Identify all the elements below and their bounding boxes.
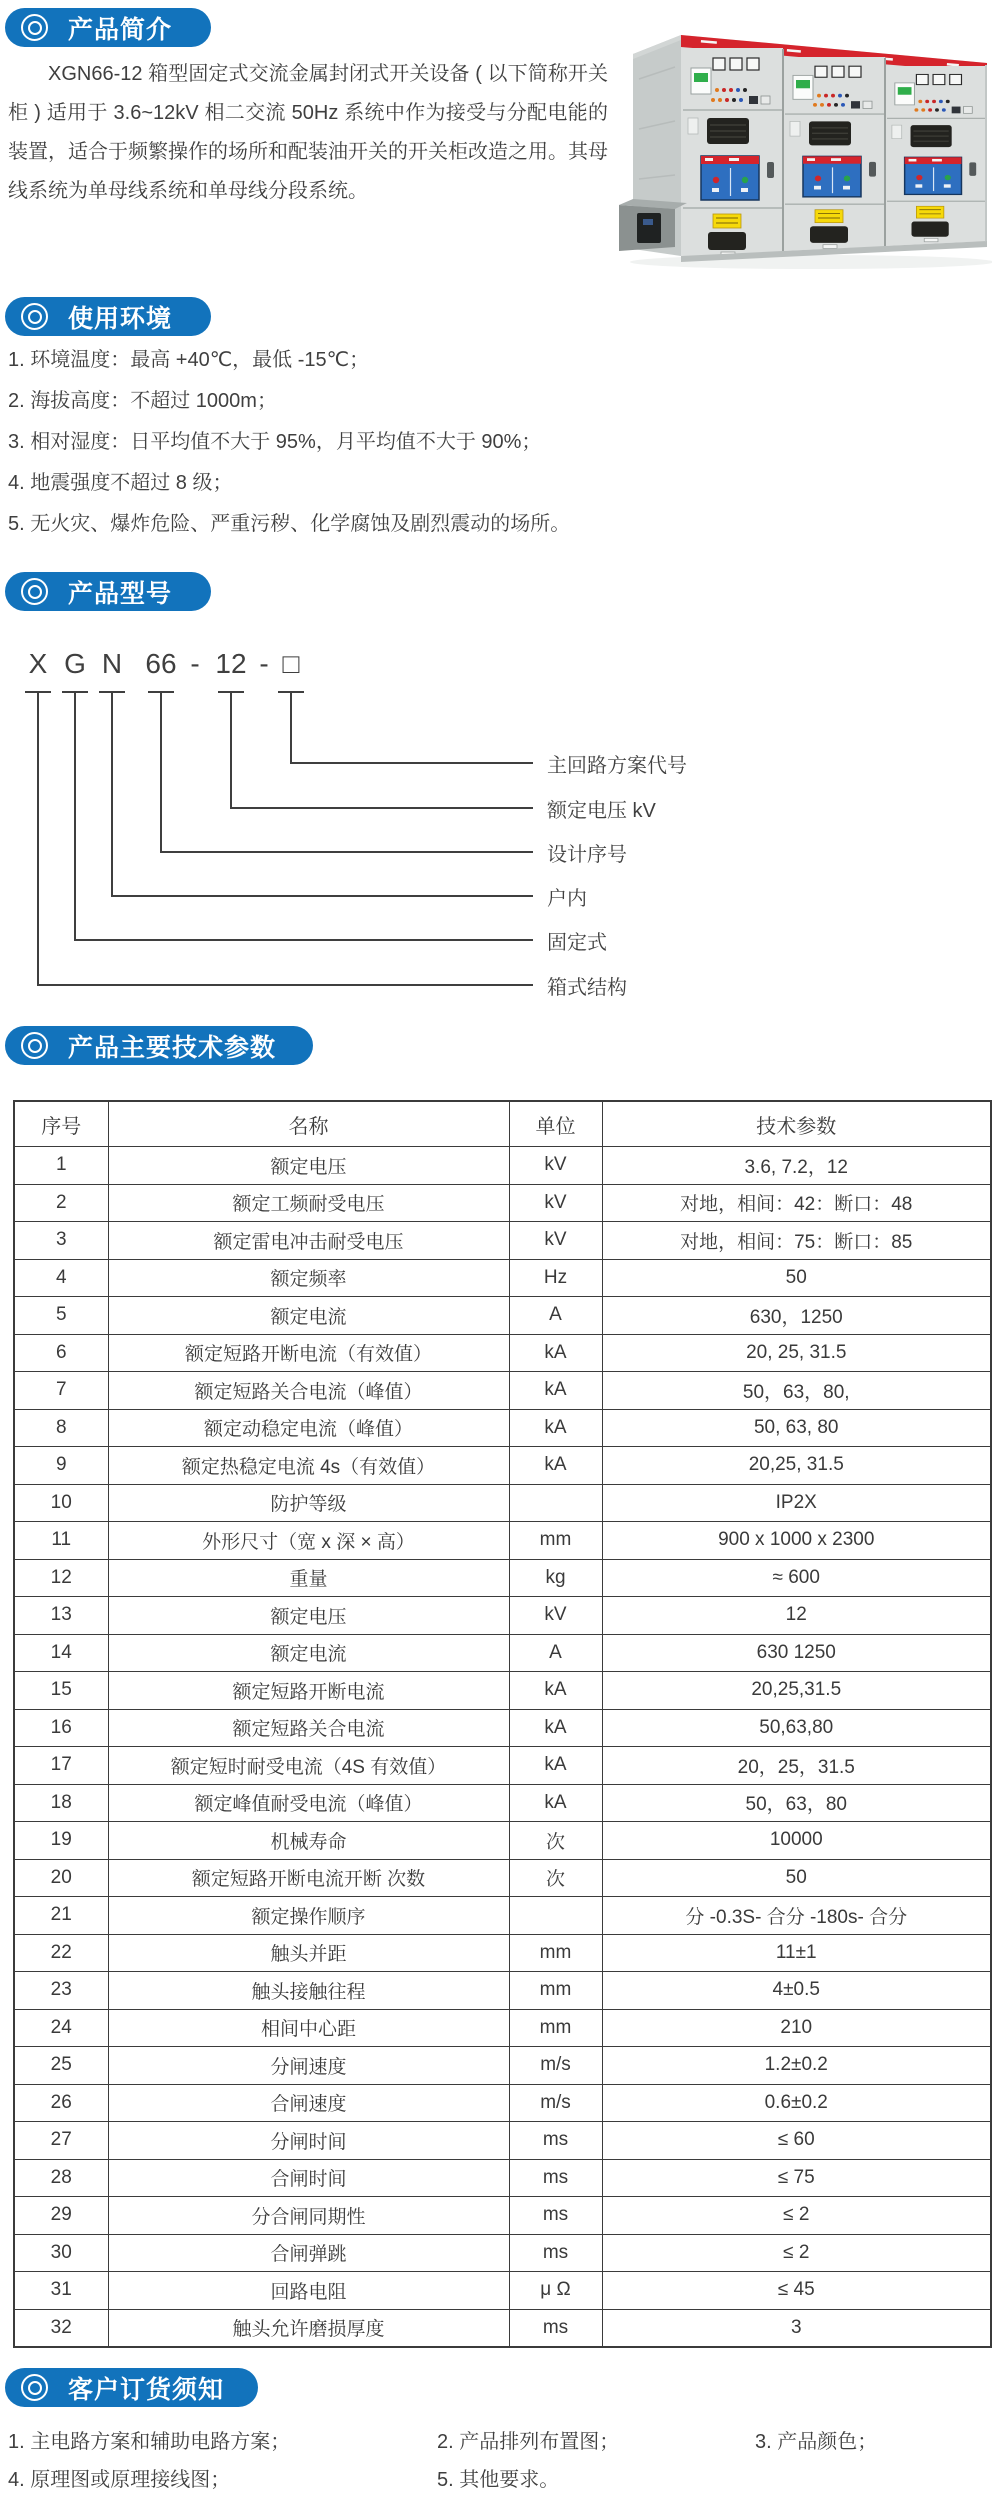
table-cell: 1 [14,1147,108,1185]
table-cell: 重量 [108,1559,509,1597]
model-token: 66 [145,648,177,679]
table-cell: 21 [14,1897,108,1935]
table-cell: 20, 25, 31.5 [602,1334,991,1372]
table-cell: A [509,1297,602,1335]
table-row [14,1934,991,1972]
environment-item: 4. 地震强度不超过 8 级； [8,472,233,494]
table-cell: 19 [14,1822,108,1860]
table-cell: 50 [602,1859,991,1897]
table-cell: Hz [509,1259,602,1297]
table-cell: 26 [14,2084,108,2122]
table-cell: kg [509,1559,602,1597]
table-row [14,1784,991,1822]
double-ring-icon [21,1032,48,1059]
table-cell: 额定频率 [108,1259,509,1297]
table-cell: 7 [14,1372,108,1410]
table-cell: 900 x 1000 x 2300 [602,1522,991,1560]
table-row [14,2234,991,2272]
table-row [14,1147,991,1185]
double-ring-icon [21,14,48,41]
table-cell: 分闸速度 [108,2047,509,2085]
table-cell: kA [509,1672,602,1710]
table-cell: 14 [14,1634,108,1672]
table-cell: 28 [14,2159,108,2197]
table-cell: 8 [14,1409,108,1447]
table-cell: μ Ω [509,2272,602,2310]
table-cell: ≤ 2 [602,2197,991,2235]
switchgear-cabinets-photo [617,9,992,274]
environment-item: 5. 无火灾、爆炸危险、严重污秽、化学腐蚀及剧烈震动的场所。 [8,513,571,535]
table-cell: 4±0.5 [602,1972,991,2010]
table-cell: ≤ 2 [602,2234,991,2272]
table-cell: 12 [602,1597,991,1635]
table-cell: 5 [14,1297,108,1335]
table-cell: 50，63，80 [602,1784,991,1822]
table-row [14,2009,991,2047]
table-cell: 22 [14,1934,108,1972]
table-cell: 3 [602,2309,991,2347]
table-row [14,1372,991,1410]
model-label: 箱式结构 [547,977,627,999]
table-cell: 6 [14,1334,108,1372]
table-cell: 9 [14,1447,108,1485]
table-row [14,1709,991,1747]
table-cell: 11±1 [602,1934,991,1972]
table-cell: 次 [509,1859,602,1897]
table-cell: 13 [14,1597,108,1635]
table-row [14,1972,991,2010]
table-cell: kV [509,1184,602,1222]
table-cell: 合闸速度 [108,2084,509,2122]
section-header-environment [5,297,211,336]
table-cell: m/s [509,2047,602,2085]
table-cell: 额定短路关合电流（峰值） [108,1372,509,1410]
table-cell: 2 [14,1184,108,1222]
table-cell: kA [509,1447,602,1485]
environment-list [8,340,570,545]
table-cell: 3 [14,1222,108,1260]
table-cell: 次 [509,1822,602,1860]
table-cell [509,1484,602,1522]
column-header-value: 技术参数 [602,1101,991,1147]
table-cell: 630，1250 [602,1297,991,1335]
table-cell: ms [509,2309,602,2347]
table-cell: 29 [14,2197,108,2235]
table-cell: A [509,1634,602,1672]
table-row [14,1897,991,1935]
table-cell: 4 [14,1259,108,1297]
model-label: 额定电压 kV [547,800,656,822]
table-cell: 10000 [602,1822,991,1860]
model-label: 户内 [547,888,587,910]
table-row [14,1672,991,1710]
table-row [14,1747,991,1785]
table-cell: 12 [14,1559,108,1597]
parameters-table [13,1100,992,2348]
table-cell: 11 [14,1522,108,1560]
table-cell: mm [509,1522,602,1560]
table-row [14,1297,991,1335]
environment-item: 3. 相对湿度：日平均值不大于 95%，月平均值不大于 90%； [8,431,542,453]
table-cell: ms [509,2122,602,2160]
table-cell: kA [509,1372,602,1410]
table-cell: 50，63，80, [602,1372,991,1410]
section-header-model [5,572,211,611]
model-label: 固定式 [547,932,607,954]
table-cell: 0.6±0.2 [602,2084,991,2122]
table-row [14,1447,991,1485]
model-token: X [28,648,48,679]
table-cell: 合闸弹跳 [108,2234,509,2272]
table-row [14,1859,991,1897]
table-row [14,1409,991,1447]
table-cell: 额定峰值耐受电流（峰值） [108,1784,509,1822]
table-row [14,1334,991,1372]
table-cell: 分合闸同期性 [108,2197,509,2235]
table-cell: 外形尺寸（宽 x 深 × 高） [108,1522,509,1560]
table-row [14,1184,991,1222]
table-cell: 10 [14,1484,108,1522]
section-title: 产品主要技术参数 [68,1033,277,1062]
table-cell: 50 [602,1259,991,1297]
section-header-parameters [5,1026,313,1065]
table-cell: 对地，相间：42：断口：48 [602,1184,991,1222]
table-row [14,2159,991,2197]
table-cell: 额定工频耐受电压 [108,1184,509,1222]
table-cell: 30 [14,2234,108,2272]
table-cell: kA [509,1409,602,1447]
model-label: 设计序号 [547,844,627,866]
table-cell: 24 [14,2009,108,2047]
table-cell: mm [509,1934,602,1972]
table-cell: ≈ 600 [602,1559,991,1597]
double-ring-icon [21,2374,48,2401]
table-cell: 50,63,80 [602,1709,991,1747]
table-cell: 20,25, 31.5 [602,1447,991,1485]
table-cell: 分 -0.3S- 合分 -180s- 合分 [602,1897,991,1935]
table-cell: 对地，相间：75：断口：85 [602,1222,991,1260]
table-cell: 31 [14,2272,108,2310]
table-cell: ms [509,2197,602,2235]
table-cell: kA [509,1747,602,1785]
model-token: 12 [215,648,247,679]
table-cell: kV [509,1597,602,1635]
table-cell: 27 [14,2122,108,2160]
table-cell: 合闸时间 [108,2159,509,2197]
table-row [14,2122,991,2160]
table-row [14,1597,991,1635]
table-row [14,1259,991,1297]
section-title: 客户订货须知 [68,2375,225,2404]
environment-item: 1. 环境温度：最高 +40℃，最低 -15℃； [8,349,370,371]
table-cell: 额定电压 [108,1147,509,1185]
table-cell: 32 [14,2309,108,2347]
section-title: 产品型号 [68,579,173,608]
parameters-table-body [14,1147,991,2348]
environment-item: 2. 海拔高度：不超过 1000m； [8,390,277,412]
table-row [14,1634,991,1672]
table-row [14,2272,991,2310]
table-cell: 额定电流 [108,1634,509,1672]
table-cell: 210 [602,2009,991,2047]
table-row [14,2047,991,2085]
model-token: - [259,648,269,679]
table-cell: kV [509,1147,602,1185]
table-cell: kA [509,1709,602,1747]
section-header-intro [5,8,211,47]
table-cell: ≤ 60 [602,2122,991,2160]
table-cell: 20,25,31.5 [602,1672,991,1710]
table-cell: kA [509,1784,602,1822]
ordering-item: 5. 其他要求。 [437,2469,560,2491]
double-ring-icon [21,303,48,330]
table-cell: 机械寿命 [108,1822,509,1860]
column-header-unit: 单位 [509,1101,602,1147]
section-title: 使用环境 [68,304,173,333]
table-cell: 额定电压 [108,1597,509,1635]
table-cell: ms [509,2234,602,2272]
model-token: G [64,648,86,679]
table-row [14,1522,991,1560]
table-cell: 15 [14,1672,108,1710]
table-cell: 20 [14,1859,108,1897]
table-cell: 触头并距 [108,1934,509,1972]
column-header-name: 名称 [108,1101,509,1147]
table-cell: 16 [14,1709,108,1747]
table-cell: 额定短路开断电流 [108,1672,509,1710]
table-cell: m/s [509,2084,602,2122]
table-cell: 额定短时耐受电流（4S 有效值） [108,1747,509,1785]
table-cell: ≤ 45 [602,2272,991,2310]
table-cell [509,1897,602,1935]
table-header-row [14,1101,991,1147]
table-row [14,2084,991,2122]
table-row [14,2197,991,2235]
table-cell: ≤ 75 [602,2159,991,2197]
ordering-item: 3. 产品颜色； [755,2431,878,2453]
table-cell: 17 [14,1747,108,1785]
table-cell: 额定操作顺序 [108,1897,509,1935]
table-cell: 额定雷电冲击耐受电压 [108,1222,509,1260]
table-cell: 相间中心距 [108,2009,509,2047]
double-ring-icon [21,578,48,605]
table-cell: 分闸时间 [108,2122,509,2160]
table-cell: 触头允许磨损厚度 [108,2309,509,2347]
ordering-item: 4. 原理图或原理接线图； [8,2469,231,2491]
table-cell: 额定动稳定电流（峰值） [108,1409,509,1447]
intro-paragraph: XGN66-12 箱型固定式交流金属封闭式开关设备 ( 以下简称开关柜 ) 适用于 3.6~12kV 相二交流 50Hz 系统中作为接受与分配电能的装置，适合于频繁操作的场所和配装油开关的开关柜改造之用。其母线系统为单母线系统和单母线分段系统。 [8,63,608,202]
table-cell: 回路电阻 [108,2272,509,2310]
table-cell: kA [509,1334,602,1372]
table-cell: 触头接触往程 [108,1972,509,2010]
section-header-ordering [5,2368,258,2407]
column-header-no: 序号 [14,1101,108,1147]
table-cell: ms [509,2159,602,2197]
table-cell: 18 [14,1784,108,1822]
ordering-list [8,2428,877,2494]
table-row [14,1559,991,1597]
table-cell: 额定短路开断电流（有效值） [108,1334,509,1372]
model-designation-diagram [13,640,973,1012]
table-cell: IP2X [602,1484,991,1522]
table-row [14,1822,991,1860]
model-connector-lines [13,640,973,1012]
table-cell: 额定电流 [108,1297,509,1335]
table-cell: kV [509,1222,602,1260]
section-title: 产品简介 [68,15,173,44]
table-cell: 20，25，31.5 [602,1747,991,1785]
table-cell: 50, 63, 80 [602,1409,991,1447]
table-cell: 23 [14,1972,108,2010]
table-cell: 25 [14,2047,108,2085]
table-row [14,1484,991,1522]
model-token: □ [282,648,300,679]
table-cell: 额定热稳定电流 4s（有效值） [108,1447,509,1485]
table-cell: mm [509,2009,602,2047]
table-row [14,2309,991,2347]
table-cell: 防护等级 [108,1484,509,1522]
table-cell: 630 1250 [602,1634,991,1672]
model-token: N [101,648,123,679]
model-label: 主回路方案代号 [547,755,687,777]
table-cell: 额定短路开断电流开断 次数 [108,1859,509,1897]
table-cell: 1.2±0.2 [602,2047,991,2085]
table-cell: 额定短路关合电流 [108,1709,509,1747]
model-token: - [190,648,200,679]
ordering-item: 2. 产品排列布置图； [437,2431,620,2453]
table-row [14,1222,991,1260]
table-cell: mm [509,1972,602,2010]
table-cell: 3.6, 7.2，12 [602,1147,991,1185]
ordering-item: 1. 主电路方案和辅助电路方案； [8,2431,291,2453]
